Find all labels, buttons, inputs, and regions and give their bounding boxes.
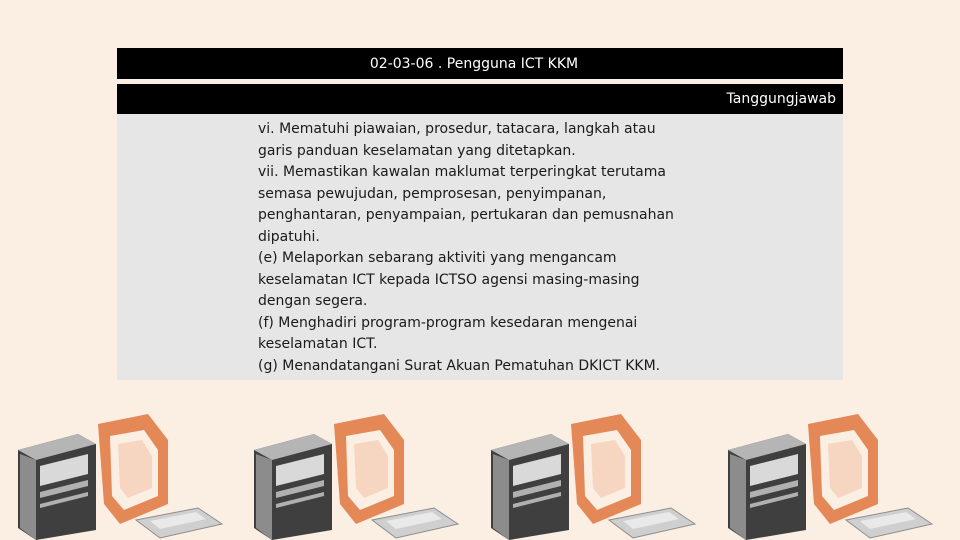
content-line: (e) Melaporkan sebarang aktiviti yang mengancam (258, 250, 617, 266)
computer-icon (18, 414, 222, 540)
computer-icon (491, 414, 695, 540)
content-line: semasa pewujudan, pemprosesan, penyimpanan, (258, 185, 607, 202)
table-header-bar (117, 84, 843, 114)
content-line: dipatuhi. (258, 228, 320, 245)
slide-title-bar (117, 48, 843, 79)
content-box (117, 114, 843, 380)
content-list (258, 119, 718, 377)
computer-icon (728, 414, 932, 540)
content-line: vii. Memastikan kawalan maklumat terperingkat terutama (258, 164, 666, 180)
content-line: dengan segera. (258, 293, 368, 309)
content-line: (g) Menandatangani Surat Akuan Pematuhan DKICT KKM. (258, 357, 661, 374)
content-line: (f) Menghadiri program-program kesedaran mengenai (258, 314, 638, 331)
computer-icon (254, 414, 458, 540)
content-line: garis panduan keselamatan yang ditetapkan. (258, 142, 576, 159)
slide-title: 02-03-06 . Pengguna ICT KKM (369, 55, 579, 72)
computer-decoration-strip (0, 400, 960, 540)
content-line: penghantaran, penyampaian, pertukaran dan pemusnahan (258, 207, 674, 223)
content-line: vi. Mematuhi piawaian, prosedur, tatacara, langkah atau (258, 121, 656, 137)
header-label: Tanggungjawab (726, 91, 836, 107)
content-line: keselamatan ICT kepada ICTSO agensi masing-masing (258, 271, 640, 288)
content-line: keselamatan ICT. (258, 336, 378, 352)
